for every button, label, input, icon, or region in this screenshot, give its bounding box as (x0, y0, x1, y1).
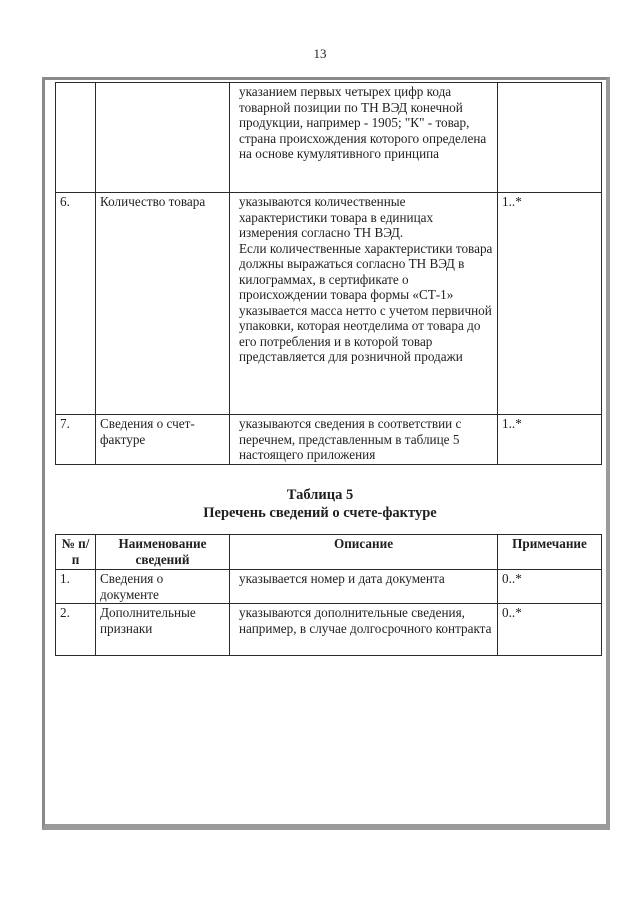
row-description: указываются дополнительные сведения, например, в случае долгосрочного контракта (230, 604, 498, 656)
table-header-row (56, 535, 602, 570)
row-name: Сведения о документе (96, 570, 230, 604)
row-description (230, 193, 498, 415)
row-name: Дополнительные признаки (96, 604, 230, 656)
row-number: 7. (56, 415, 96, 465)
header-number: № п/п (56, 535, 96, 570)
header-note: Примечание (498, 535, 602, 570)
row-description-part: Если количественные характеристики товара должны выражаться согласно ТН ВЭД в килограммах, в сертификате о происхождении товара формы «СТ-1» указывается масса нетто с учетом первичной упаковки, которая неотделима от товара до его потребления и в которой товар представляется для розничной продажи (239, 240, 493, 364)
row-number (56, 83, 96, 193)
row-number: 2. (56, 604, 96, 656)
row-description-part: указываются количественные характеристики товара в единицах измерения согласно ТН ВЭД. (239, 194, 434, 240)
row-note: 1..* (498, 415, 602, 465)
row-description: указывается номер и дата документа (230, 570, 498, 604)
row-description: указанием первых четырех цифр кода товарной позиции по ТН ВЭД конечной продукции, например - 1905; "К" - товар, страна происхождения которого определена на основе кумулятивного принципа (230, 83, 498, 193)
table-row (56, 193, 602, 415)
table-row (56, 570, 602, 604)
page-number: 13 (313, 46, 327, 61)
header-name: Наименование сведений (96, 535, 230, 570)
table-row (56, 604, 602, 656)
row-name (96, 83, 230, 193)
row-description: указываются сведения в соответствии с перечнем, представленным в таблице 5 настоящего приложения (230, 415, 498, 465)
row-number: 1. (56, 570, 96, 604)
table-row (56, 83, 602, 193)
header-description: Описание (230, 535, 498, 570)
row-name: Количество товара (96, 193, 230, 415)
row-note: 0..* (498, 604, 602, 656)
table-caption: Таблица 5 (286, 487, 354, 503)
table-5 (55, 534, 602, 656)
row-note: 0..* (498, 570, 602, 604)
row-note (498, 83, 602, 193)
table-4-continuation (55, 82, 602, 465)
row-note: 1..* (498, 193, 602, 415)
table-row (56, 415, 602, 465)
row-number: 6. (56, 193, 96, 415)
row-name: Сведения о счет-фактуре (96, 415, 230, 465)
table-title: Перечень сведений о счете-фактуре (203, 505, 437, 521)
